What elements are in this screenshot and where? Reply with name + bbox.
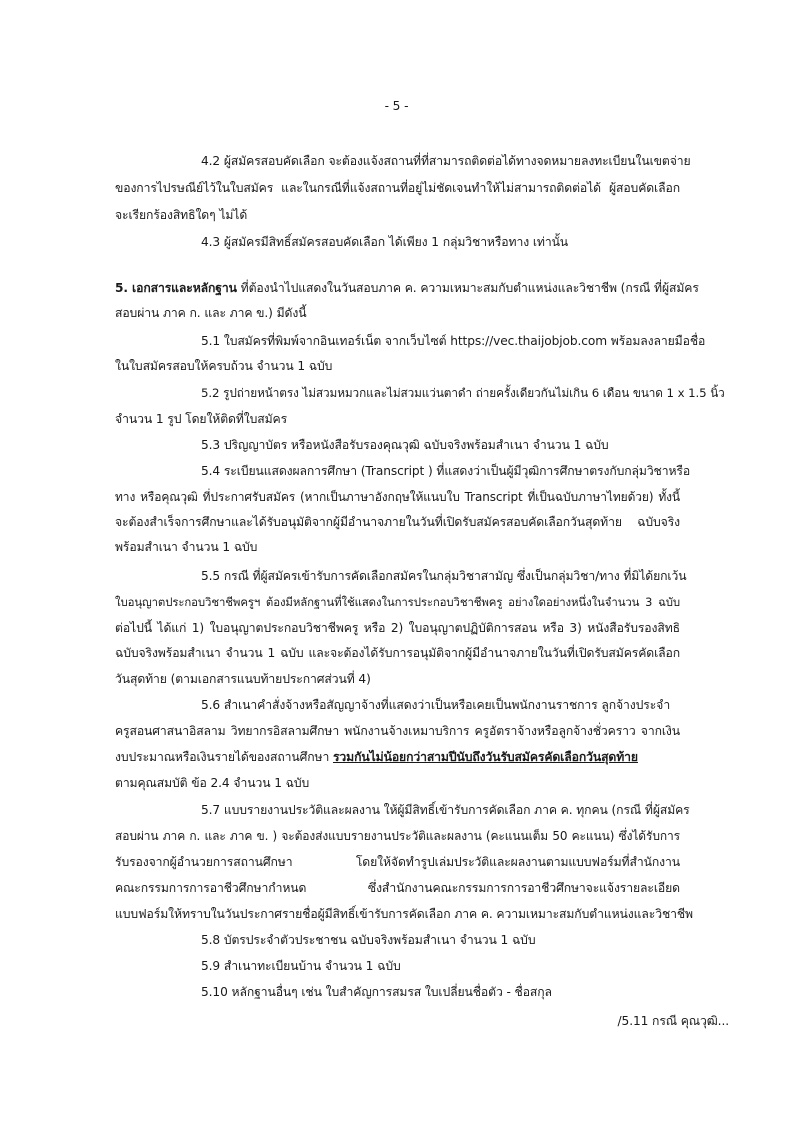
clause-5-7-line-1: 5.7 แบบรายงานประวัติและผลงาน ให้ผู้มีสิทธิ์เข้ารับการคัดเลือก ภาค ค. ทุกคน (กรณี ที่ผู้สมัคร <box>201 803 690 817</box>
clause-5-3: 5.3 ปริญญาบัตร หรือหนังสือรับรองคุณวุฒิ ฉบับจริงพร้อมสำเนา จำนวน 1 ฉบับ <box>201 438 609 452</box>
page-number: - 5 - <box>384 99 409 113</box>
section-5-heading <box>115 279 699 297</box>
clause-5-7-line-4: คณะกรรมการการอาชีวศึกษากำหนด ซึ่งสำนักงานคณะกรรมการการอาชีวศึกษาจะแจ้งรายละเอียด <box>115 881 680 895</box>
clause-5-4-line-4: พร้อมสำเนา จำนวน 1 ฉบับ <box>115 540 258 554</box>
clause-5-10: 5.10 หลักฐานอื่นๆ เช่น ใบสำคัญการสมรส ใบเปลี่ยนชื่อตัว - ชื่อสกุล <box>201 985 552 999</box>
clause-5-1-line-2: ในใบสมัครสอบให้ครบถ้วน จำนวน 1 ฉบับ <box>115 359 333 373</box>
clause-5-6-line-3 <box>115 748 638 766</box>
clause-5-7-line-5: แบบฟอร์มให้ทราบในวันประกาศรายชื่อผู้มีสิทธิ์เข้ารับการคัดเลือก ภาค ค. ความเหมาะสมกับตำแหน่งและวิชาชีพ <box>115 907 693 921</box>
clause-5-5-line-3: ต่อไปนี้ ได้แก่ 1) ใบอนุญาตประกอบวิชาชีพครู หรือ 2) ใบอนุญาตปฏิบัติการสอน หรือ 3) หนังสือรับรองสิทธิ <box>115 621 680 635</box>
continuation-marker: /5.11 กรณี คุณวุฒิ... <box>617 1014 729 1028</box>
clause-5-6-line-4: ตามคุณสมบัติ ข้อ 2.4 จำนวน 1 ฉบับ <box>115 776 310 790</box>
clause-5-4-line-1: 5.4 ระเบียนแสดงผลการศึกษา (Transcript ) ที่แสดงว่าเป็นผู้มีวุฒิการศึกษาตรงกับกลุ่มวิชาหรือ <box>201 464 691 478</box>
clause-5-7-line-3: รับรองจากผู้อำนวยการสถานศึกษา โดยให้จัดทำรูปเล่มประวัติและผลงานตามแบบฟอร์มที่สำนักงาน <box>115 855 680 869</box>
section-5-heading-line-2: สอบผ่าน ภาค ก. และ ภาค ข.) มีดังนี้ <box>115 306 307 320</box>
clause-5-4-line-3: จะต้องสำเร็จการศึกษาและได้รับอนุมัติจากผู้มีอำนาจภายในวันที่เปิดรับสมัครสอบคัดเลือกวันสุดท้าย ฉบับจริง <box>115 515 680 529</box>
clause-4-2-line-1: 4.2 ผู้สมัครสอบคัดเลือก จะต้องแจ้งสถานที่ที่สามารถติดต่อได้ทางจดหมายลงทะเบียนในเขตจ่าย <box>201 154 691 168</box>
clause-5-9: 5.9 สำเนาทะเบียนบ้าน จำนวน 1 ฉบับ <box>201 959 401 973</box>
clause-4-3: 4.3 ผู้สมัครมีสิทธิ์สมัครสอบคัดเลือก ได้เพียง 1 กลุ่มวิชาหรือทาง เท่านั้น <box>201 235 569 249</box>
clause-4-2-line-3: จะเรียกร้องสิทธิใดๆ ไม่ได้ <box>115 208 248 222</box>
clause-5-5-line-5: วันสุดท้าย (ตามเอกสารแนบท้ายประกาศส่วนที่ 4) <box>115 672 371 686</box>
section-5-title: 5. เอกสารและหลักฐาน <box>115 281 237 295</box>
clause-4-2-line-2: ของการไปรษณีย์ไว้ในใบสมัคร และในกรณีที่แจ้งสถานที่อยู่ไม่ชัดเจนทำให้ไม่สามารถติดต่อได้ ผู้สอบคัดเลือก <box>115 181 680 195</box>
clause-5-6-line-3-text: งบประมาณหรือเงินรายได้ของสถานศึกษา <box>115 750 333 764</box>
clause-5-5-line-1: 5.5 กรณี ที่ผู้สมัครเข้ารับการคัดเลือกสมัครในกลุ่มวิชาสามัญ ซึ่งเป็นกลุ่มวิชา/ทาง ที่มิได้ยกเว้น <box>201 569 687 583</box>
clause-5-8: 5.8 บัตรประจำตัวประชาชน ฉบับจริงพร้อมสำเนา จำนวน 1 ฉบับ <box>201 933 536 947</box>
clause-5-6-emphasis: รวมกันไม่น้อยกว่าสามปีนับถึงวันรับสมัครคัดเลือกวันสุดท้าย <box>332 750 638 764</box>
clause-5-6-line-2: ครูสอนศาสนาอิสลาม วิทยากรอิสลามศึกษา พนักงานจ้างเหมาบริการ ครูอัตราจ้างหรือลูกจ้างชั่วคราว จากเงิน <box>115 724 680 738</box>
clause-5-1-line-1: 5.1 ใบสมัครที่พิมพ์จากอินเทอร์เน็ต จากเว็บไซต์ https://vec.thaijobjob.com พร้อมลงลายมือชื่อ <box>201 334 706 348</box>
clause-5-5-line-2: ใบอนุญาตประกอบวิชาชีพครูฯ ต้องมีหลักฐานที่ใช้แสดงในการประกอบวิชาชีพครู อย่างใดอย่างหนึ่งในจำนวน 3 ฉบับ <box>115 595 680 609</box>
clause-5-7-line-2: สอบผ่าน ภาค ก. และ ภาค ข. ) จะต้องส่งแบบรายงานประวัติและผลงาน (คะแนนเต็ม 50 คะแนน) ซึ่งได้รับการ <box>115 829 680 843</box>
clause-5-2-line-1: 5.2 รูปถ่ายหน้าตรง ไม่สวมหมวกและไม่สวมแว่นตาดำ ถ่ายครั้งเดียวกันไม่เกิน 6 เดือน ขนาด 1 x 1.5 นิ้ว <box>201 386 725 400</box>
section-5-heading-text: ที่ต้องนำไปแสดงในวันสอบภาค ค. ความเหมาะสมกับตำแหน่งและวิชาชีพ (กรณี ที่ผู้สมัคร <box>236 281 699 295</box>
clause-5-5-line-4: ฉบับจริงพร้อมสำเนา จำนวน 1 ฉบับ และจะต้องได้รับการอนุมัติจากผู้มีอำนาจภายในวันที่เปิดรับสมัครคัดเลือก <box>115 646 680 660</box>
clause-5-6-line-1: 5.6 สำเนาคำสั่งจ้างหรือสัญญาจ้างที่แสดงว่าเป็นหรือเคยเป็นพนักงานราชการ ลูกจ้างประจำ <box>201 698 671 712</box>
clause-5-2-line-2: จำนวน 1 รูป โดยให้ติดที่ใบสมัคร <box>115 412 288 426</box>
clause-5-4-line-2: ทาง หรือคุณวุฒิ ที่ประกาศรับสมัคร (หากเป็นภาษาอังกฤษให้แนบใบ Transcript ที่เป็นฉบับภาษาไทยด้วย) ทั้งนี้ <box>115 490 680 504</box>
